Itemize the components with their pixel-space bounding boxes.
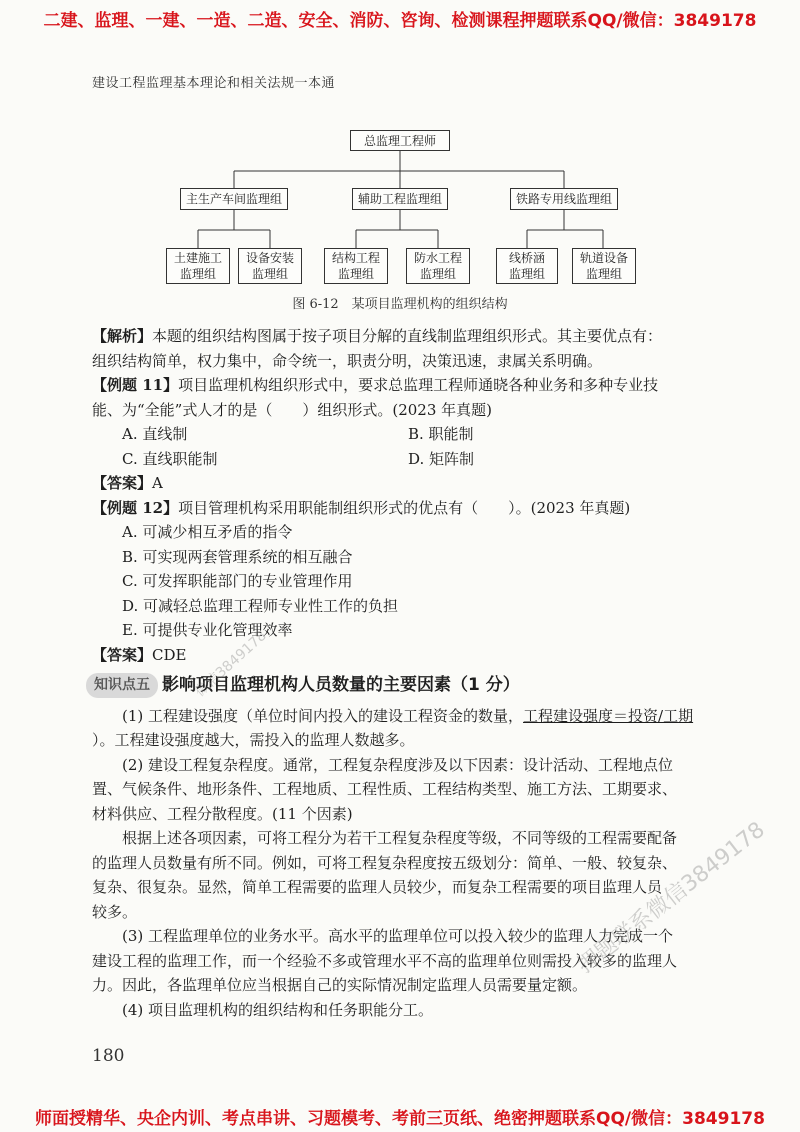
- org-leaf-civil: [166, 248, 230, 284]
- answer-label: 【答案】: [92, 645, 153, 664]
- org-group-auxiliary: 辅助工程监理组: [352, 188, 448, 210]
- org-leaf-line: 监理组: [179, 267, 216, 281]
- analysis-line: [92, 324, 712, 349]
- org-leaf-line: 轨道设备: [579, 251, 628, 265]
- analysis-label: 【解析】: [92, 327, 153, 345]
- org-leaf-line: 监理组: [251, 267, 288, 281]
- promo-banner-top: 二建、监理、一建、一造、二造、安全、消防、咨询、检测课程押题联系QQ/微信：3849178: [43, 11, 757, 31]
- factor-3-line: 建设工程的监理工作，而一个经验不多或管理水平不高的监理单位则需投入较多的监理人: [92, 951, 678, 970]
- option-d: D. 可减轻总监理工程师专业性工作的负担: [122, 596, 399, 615]
- example11-answer: [92, 471, 712, 496]
- option-e: E. 可提供专业化管理效率: [122, 621, 293, 639]
- analysis-line: 组织结构简单，权力集中，命令统一，职责分明，决策迅速，隶属关系明确。: [92, 351, 603, 370]
- org-leaf-line: 监理组: [337, 267, 374, 281]
- formula-underlined: 工程建设强度＝投资/工期: [523, 706, 694, 725]
- promo-banner-bottom: 师面授精华、央企内训、考点串讲、习题模考、考前三页纸、绝密押题联系QQ/微信：3849178: [35, 1109, 765, 1129]
- example12-text: 项目管理机构采用职能制组织形式的优点有（ ）。(2023 年真题): [178, 498, 631, 517]
- org-leaf-line: 监理组: [585, 267, 622, 281]
- org-leaf-line: 线桥涵: [508, 251, 545, 265]
- factor-4-line: (4) 项目监理机构的组织结构和任务职能分工。: [122, 1000, 434, 1019]
- example12-label: 【例题 12】: [92, 498, 179, 517]
- factor-2-line: 材料供应、工程分散程度。(11 个因素): [92, 804, 353, 823]
- paragraph-line: 较多。: [92, 902, 138, 921]
- knowledge-point-title: 影响项目监理机构人员数量的主要因素（1 分）: [162, 675, 520, 695]
- example11-label: 【例题 11】: [92, 376, 179, 394]
- option-b: B. 职能制: [408, 425, 474, 443]
- watermark: 微信3849178: [192, 627, 270, 701]
- example11-options-row: [92, 422, 712, 447]
- factor-1-line: [92, 704, 712, 729]
- knowledge-point-badge: 知识点五: [86, 673, 158, 698]
- knowledge-point-heading: [92, 673, 712, 698]
- org-group-main-workshop: 主生产车间监理组: [180, 188, 288, 210]
- factor-2-line: (2) 建设工程复杂程度。通常，工程复杂程度涉及以下因素：设计活动、工程地点位: [122, 755, 674, 774]
- example11-options-row: [92, 447, 712, 472]
- option-b: B. 可实现两套管理系统的相互融合: [122, 547, 353, 566]
- org-leaf-line: 设备安装: [245, 251, 294, 265]
- paragraph-line: 根据上述各项因素，可将工程分为若干工程复杂程度等级，不同等级的工程需要配备: [122, 829, 678, 847]
- factor-1-cont: ）。工程建设强度越大，需投入的监理人数越多。: [92, 731, 415, 749]
- option-c: C. 直线职能制: [122, 449, 218, 468]
- org-chart-connectors: [0, 0, 800, 320]
- example12-answer: [92, 643, 712, 668]
- factor-3-line: (3) 工程监理单位的业务水平。高水平的监理单位可以投入较少的监理人力完成一个: [122, 927, 674, 945]
- org-leaf-bridge: [496, 248, 558, 284]
- running-header: 建设工程监理基本理论和相关法规一本通: [92, 76, 336, 91]
- option-a: A. 可减少相互矛盾的指令: [122, 523, 293, 541]
- analysis-text: 本题的组织结构图属于按子项目分解的直线制监理组织形式。其主要优点有：: [152, 327, 663, 345]
- answer-value: CDE: [152, 645, 187, 664]
- factor-3-line: 力。因此，各监理单位应当根据自己的实际情况制定监理人员需要量定额。: [92, 976, 588, 994]
- org-leaf-structure: [324, 248, 388, 284]
- factor-text: (1) 工程建设强度（单位时间内投入的建设工程资金的数量，: [122, 706, 524, 725]
- org-leaf-track: [572, 248, 636, 284]
- option-c: C. 可发挥职能部门的专业管理作用: [122, 572, 353, 590]
- paragraph-line: 复杂、很复杂。显然，简单工程需要的监理人员较少，而复杂工程需要的项目监理人员: [92, 878, 663, 896]
- answer-value: A: [152, 474, 163, 492]
- org-leaf-waterproof: [406, 248, 470, 284]
- example12-question: [92, 496, 712, 521]
- org-leaf-line: 防水工程: [413, 251, 462, 265]
- org-leaf-equipment: [238, 248, 302, 284]
- example11-text: 项目监理机构组织形式中，要求总监理工程师通晓各种业务和多种专业技: [178, 376, 659, 394]
- paragraph-line: 的监理人员数量有所不同。例如，可将工程复杂程度按五级划分：简单、一般、较复杂、: [92, 853, 678, 872]
- org-leaf-line: 土建施工: [173, 251, 222, 265]
- example11-question: [92, 373, 712, 398]
- org-leaf-line: 结构工程: [331, 251, 380, 265]
- factor-2-line: 置、气候条件、地形条件、工程地质、工程性质、工程结构类型、施工方法、工期要求、: [92, 780, 678, 798]
- option-a: A. 直线制: [122, 425, 188, 443]
- figure-caption: 图 6-12 某项目监理机构的组织结构: [292, 297, 508, 312]
- org-leaf-line: 监理组: [419, 267, 456, 281]
- example11-question-cont: 能、为“全能”式人才的是（ ）组织形式。(2023 年真题): [92, 400, 492, 419]
- org-leaf-line: 监理组: [508, 267, 545, 281]
- org-root-box: 总监理工程师: [350, 130, 450, 151]
- org-group-railway: 铁路专用线监理组: [510, 188, 618, 210]
- watermark: 押题联系微信3849178: [573, 817, 770, 979]
- answer-label: 【答案】: [92, 474, 153, 492]
- page-number: 180: [92, 1046, 125, 1066]
- option-d: D. 矩阵制: [408, 449, 475, 468]
